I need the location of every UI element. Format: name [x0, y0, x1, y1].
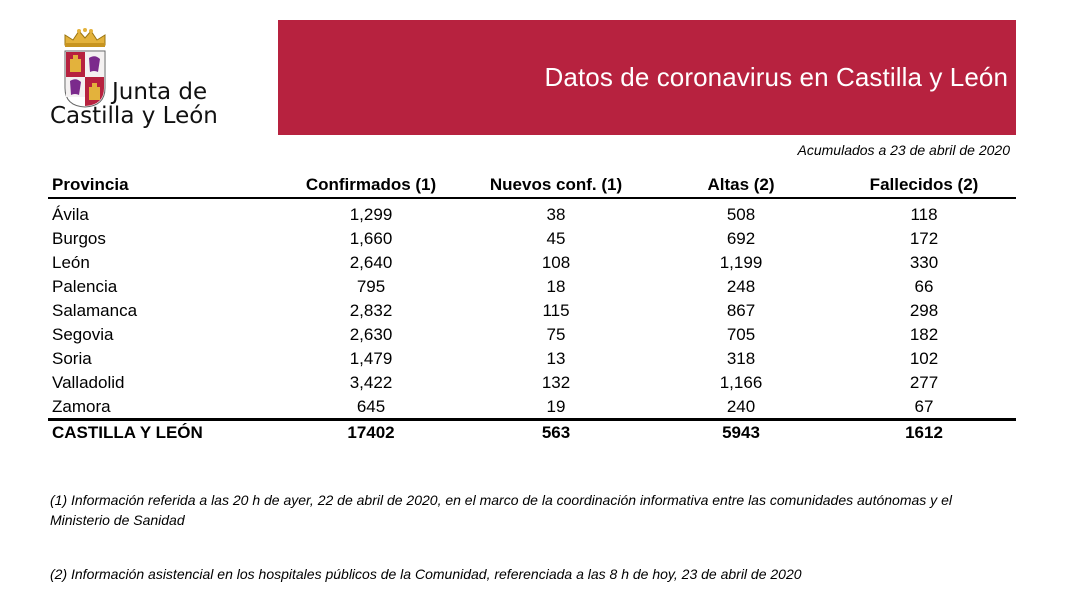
footnote-2: (2) Información asistencial en los hospitales públicos de la Comunidad, referenciada a las 8 h de hoy, 23 de abril de 2020: [50, 566, 802, 582]
cell-confirmados: 2,832: [349, 301, 393, 320]
cell-nuevos: 13: [546, 349, 566, 368]
date-note: Acumulados a 23 de abril de 2020: [797, 142, 1010, 158]
cell-nuevos: 132: [541, 373, 571, 392]
cell-nuevos: 18: [546, 277, 566, 296]
cell-fallecidos: 330: [909, 253, 939, 272]
total-altas: 5943: [722, 423, 760, 442]
table-row: [48, 226, 1016, 250]
logo-text: [48, 80, 218, 128]
total-nuevos: 563: [541, 423, 571, 442]
cell-altas: 248: [726, 277, 756, 296]
cell-provincia: León: [52, 253, 90, 272]
table-row: [48, 322, 1016, 346]
cell-fallecidos: 298: [909, 301, 939, 320]
cell-provincia: Ávila: [52, 205, 89, 224]
table-row: [48, 274, 1016, 298]
table-row: [48, 298, 1016, 322]
cell-provincia: Salamanca: [52, 301, 138, 320]
crown-icon: [62, 28, 108, 48]
table-row: [48, 250, 1016, 274]
table-row: [48, 202, 1016, 226]
col-header-nuevos: Nuevos conf. (1): [489, 175, 623, 194]
table-header: [48, 172, 1016, 199]
table-body: [48, 199, 1016, 418]
col-header-altas: Altas (2): [707, 175, 775, 194]
cell-confirmados: 645: [356, 397, 386, 416]
cell-fallecidos: 118: [910, 205, 938, 224]
cell-nuevos: 108: [541, 253, 571, 272]
cell-provincia: Zamora: [52, 397, 111, 416]
page-title: Datos de coronavirus en Castilla y León: [544, 62, 1008, 92]
cell-nuevos: 115: [542, 301, 570, 320]
cell-confirmados: 1,299: [349, 205, 393, 224]
cell-altas: 318: [726, 349, 756, 368]
cell-provincia: Palencia: [52, 277, 118, 296]
cell-altas: 867: [726, 301, 756, 320]
cell-provincia: Segovia: [52, 325, 114, 344]
total-fallecidos: 1612: [905, 423, 943, 442]
title-banner: [278, 20, 1016, 135]
cell-altas: 705: [726, 325, 756, 344]
total-label: CASTILLA Y LEÓN: [52, 423, 203, 442]
cell-confirmados: 3,422: [349, 373, 393, 392]
col-header-provincia: Provincia: [52, 175, 129, 194]
cell-fallecidos: 102: [909, 349, 939, 368]
total-confirmados: 17402: [347, 423, 395, 442]
cell-confirmados: 2,640: [349, 253, 393, 272]
logo-line-1: Junta de: [112, 79, 208, 105]
cell-altas: 508: [726, 205, 756, 224]
cell-nuevos: 38: [546, 205, 566, 224]
table-row: [48, 346, 1016, 370]
cell-nuevos: 75: [546, 325, 566, 344]
cell-nuevos: 45: [546, 229, 566, 248]
col-header-confirmados: Confirmados (1): [305, 175, 437, 194]
cell-nuevos: 19: [546, 397, 566, 416]
cell-confirmados: 2,630: [349, 325, 393, 344]
cell-confirmados: 795: [356, 277, 386, 296]
cell-altas: 1,166: [719, 373, 763, 392]
cell-altas: 1,199: [719, 253, 763, 272]
cell-confirmados: 1,479: [349, 349, 393, 368]
junta-logo: [48, 28, 238, 138]
table-row: [48, 370, 1016, 394]
cell-fallecidos: 66: [914, 277, 934, 296]
cell-provincia: Valladolid: [52, 373, 125, 392]
table-row: [48, 394, 1016, 418]
cell-fallecidos: 172: [909, 229, 939, 248]
logo-line-2: Castilla y León: [50, 103, 218, 129]
cell-provincia: Soria: [52, 349, 92, 368]
cell-fallecidos: 182: [909, 325, 939, 344]
cell-altas: 240: [726, 397, 756, 416]
cell-altas: 692: [726, 229, 756, 248]
cell-confirmados: 1,660: [349, 229, 393, 248]
data-table: [48, 172, 1016, 447]
footnote-1: (1) Información referida a las 20 h de ayer, 22 de abril de 2020, en el marco de la coordinación informativa entre las comunidades autónomas y el Ministerio de Sanidad: [50, 492, 952, 528]
cell-fallecidos: 277: [909, 373, 939, 392]
table-total-row: [48, 418, 1016, 447]
cell-provincia: Burgos: [52, 229, 106, 248]
col-header-fallecidos: Fallecidos (2): [869, 175, 979, 194]
cell-fallecidos: 67: [914, 397, 934, 416]
